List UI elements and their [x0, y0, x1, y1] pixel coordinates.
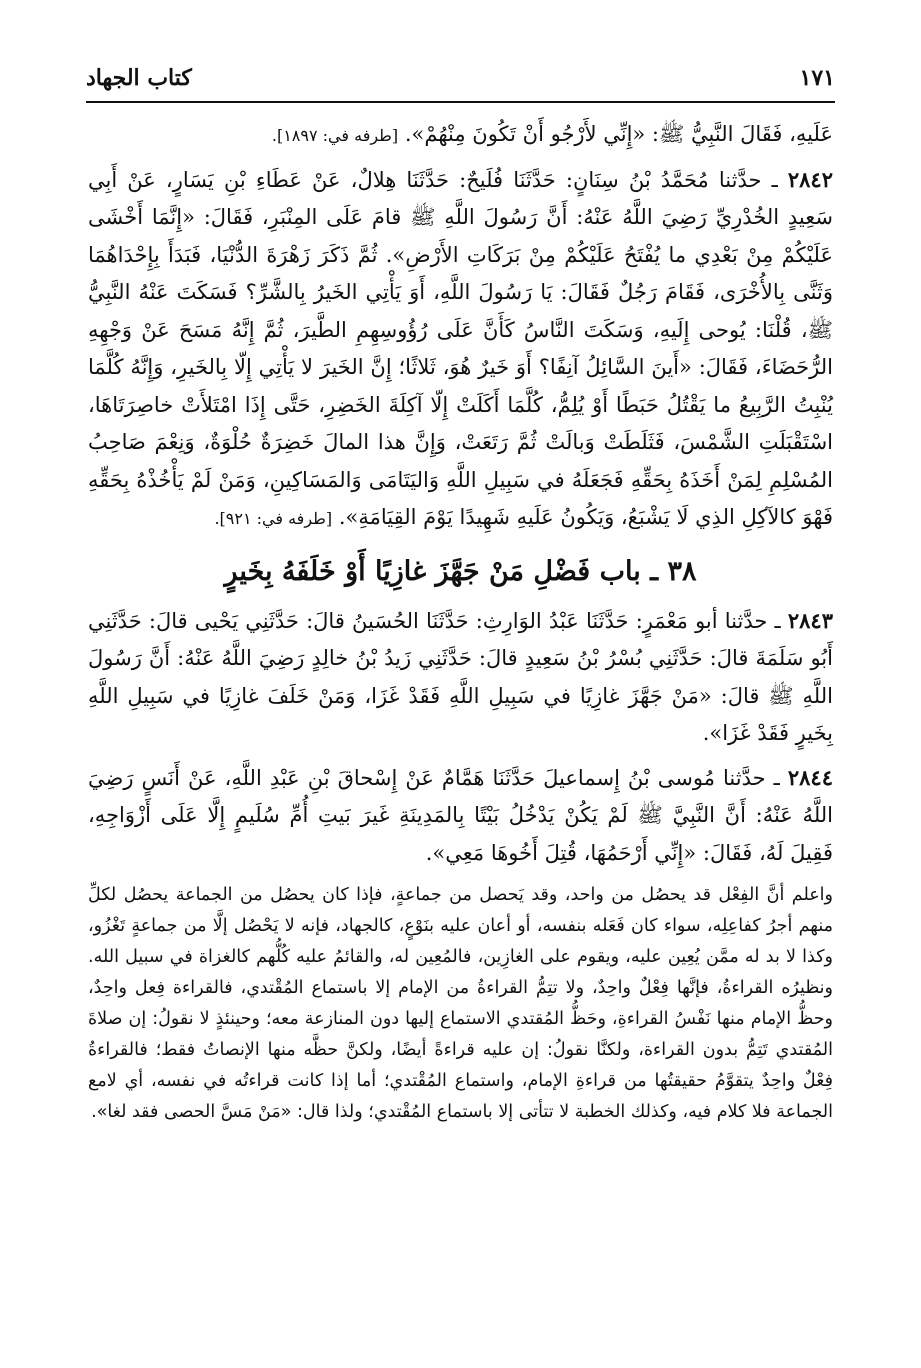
hadith-number: ٢٨٤٤ [787, 764, 833, 790]
book-title: كتاب الجهاد [86, 65, 192, 91]
hadith-number: ٢٨٤٣ [787, 607, 833, 633]
cross-reference: [طرفه في: ١٨٩٧]. [271, 126, 399, 145]
hadith-text: ـ حدَّثنا أبو مَعْمَرٍ: حَدَّثَنَا عَبْدُ الوَارِثِ: حَدَّثَنَا الحُسَينُ قالَ: حَدَّثَنِي يَحْيى قالَ: حَدَّثَنِي أَبُو سَلَمَةَ قالَ: حَدَّثَنِي بُسْرُ بْنُ سَعِيدٍ قالَ: حَدَّثَنِي زَيدُ بْنُ خالِدٍ رَضِيَ اللَّهُ عَنْهُ: أَنَّ رَسُولَ اللَّهِ ﷺ قالَ: «مَنْ جَهَّزَ غازِيًا في سَبِيلِ اللَّهِ فَقَدْ غَزَا، وَمَنْ خَلَفَ غازِيًا في سَبِيلِ اللَّهِ بِخَيرٍ فَقَدْ غَزَا». [88, 608, 833, 745]
commentary-paragraph: واعلم أنَّ الفِعْل قد يحصُل من واحد، وقد يَحصل من جماعةٍ، فإذا كان يحصُل من الجماعة يحصُل لكلِّ منهم أجرُ كفاعِلِه، سواء كان فَعَله بنفسه، أو أعان عليه بنَوْعٍ، كالجهاد، فإنه لا يَحْصُل إلَّا من جماعةٍ تَغْزُو، وكذا لا بد له ممَّن يُعِين عليه، ويقوم على الغازِين، فالمُعِين له، والقائمُ عليه كُلُّهم كالغزاة في سبيل الله. ونظيرُه القراءةُ، فإنَّها فِعْلٌ واحِدٌ، ولا تتِمُّ القراءةُ من الإمام إلا باستماع المُقْتدي، فالقراءة فِعل واحِدٌ، وحظُّ الإمام منها نَفْسُ القراءةِ، وحَظُّ المُقتدي الاستماع إليها دون المنازعة معه؛ وحينئذٍ لا نقولُ: إن صلاةَ المُقتدي تَتِمُّ بدون القراءة، ولكنَّا نقولُ: إن عليه قراءةً أيضًا، ولكنَّ حظَّه منها الإنصاتُ فقط؛ فالقراءةُ فِعْلٌ واحِدٌ يتقوَّمُ حقيقتُها من قراءةِ الإمام، واستماع المُقْتدي؛ أما إذا كانت قراءتُه في نفسه، أي لامع الجماعة فلا كلام فيه، وكذلك الخطبة لا تتأتى إلا باستماع المُقْتدي؛ ولذا قال: «مَنْ مَسَّ الحصى فقد لغا». [88, 885, 833, 1122]
page-body [88, 116, 833, 1146]
page-header [86, 58, 835, 98]
page-number: ١٧١ [799, 65, 835, 91]
cross-reference: [طرفه في: ٩٢١]. [214, 509, 333, 528]
hadith-text: ـ حدَّثنا مُوسى بْنُ إِسماعيلَ حَدَّثَنَا هَمَّامٌ عَنْ إِسْحاقَ بْنِ عَبْدِ اللَّهِ، عَنْ أَنَسٍ رَضِيَ اللَّهُ عَنْهُ: أَنَّ النَّبِيَّ ﷺ لَمْ يَكُنْ يَدْخُلُ بَيْتًا بِالمَدِينَةِ غَيرَ بَيتِ أُمِّ سُلَيمٍ إِلَّا عَلَى أَزْوَاجِهِ، فَقِيلَ لَهُ، فَقَالَ: «إِنِّي أَرْحَمُهَا، قُتِلَ أَخُوهَا مَعِي». [88, 765, 833, 865]
hadith-paragraph [88, 116, 833, 155]
paragraph-text: عَلَيهِ، فَقَالَ النَّبِيُّ ﷺ: «إِنِّي لأَرْجُو أَنْ تَكُونَ مِنْهُمْ». [404, 122, 833, 146]
hadith-paragraph [88, 161, 833, 538]
hadith-text: ـ حدَّثنا مُحَمَّدُ بْنُ سِنَانٍ: حَدَّثَنَا فُلَيحٌ: حَدَّثَنَا هِلالٌ، عَنْ عَطَاءِ بْنِ يَسَارٍ، عَنْ أَبِي سَعِيدٍ الخُدْرِيِّ رَضِيَ اللَّهُ عَنْهُ: أَنَّ رَسُولَ اللَّهِ ﷺ قامَ عَلَى المِنْبَرِ، فَقَالَ: «إِنَّمَا أَخْشَى عَلَيْكُمْ مِنْ بَعْدِي ما يُفْتَحُ عَلَيْكُمْ مِنْ بَرَكَاتِ الأَرْضِ». ثُمَّ ذَكَرَ زَهْرَةَ الدُّنْيَا، فَبَدَأَ بِإِحْدَاهُمَا وَثَنَّى بِالأُخْرَى، فَقَامَ رَجُلٌ فَقَالَ: يَا رَسُولَ اللَّهِ، أَوَ يَأْتِي الخَيرُ بِالشَّرِّ؟ فَسَكَتَ عَنْهُ النَّبِيُّ ﷺ، قُلْنَا: يُوحى إِلَيهِ، وَسَكَتَ النَّاسُ كَأَنَّ عَلَى رُؤُوسِهِمِ الطَّيرَ، ثُمَّ إِنَّهُ مَسَحَ عَنْ وَجْهِهِ الرُّحَضَاءَ، فَقَالَ: «أَينَ السَّائِلُ آنِفًا؟ أَوَ خَيرٌ هُوَ، ثَلاثًا؛ إِنَّ الخَيرَ لا يَأْتِي إِلّا بِالخَيرِ، وَإِنَّهُ كُلَّمَا يُنْبِتُ الرَّبِيعُ ما يَقْتُلُ حَبَطًا أَوْ يُلِمُّ، كُلَّمَا أَكَلَتْ إِلّا آكِلَةَ الخَضِرِ، حَتَّى إِذَا امْتَلأَتْ خاصِرَتَاهَا، اسْتَقْبَلَتِ الشَّمْسَ، فَثَلَطَتْ وَبالَتْ ثُمَّ رَتَعَتْ، وَإِنَّ هذا المالَ خَضِرَةٌ حُلْوَةٌ، وَنِعْمَ صَاحِبُ المُسْلِمِ لِمَنْ أَخَذَهُ بِحَقِّهِ فَجَعَلَهُ في سَبِيلِ اللَّهِ وَاليَتَامَى وَالمَسَاكِينِ، وَمَنْ لَمْ يَأْخُذْهُ بِحَقِّهِ فَهْوَ كالآكِلِ الذِي لَا يَشْبَعُ، وَيَكُونُ عَلَيهِ شَهِيدًا يَوْمَ القِيَامَةِ». [88, 167, 834, 529]
hadith-number: ٢٨٤٢ [787, 166, 833, 192]
hadith-paragraph [88, 602, 833, 753]
chapter-heading: ٣٨ ـ باب فَضْلِ مَنْ جَهَّزَ غازِيًا أَوْ خَلَفَهُ بِخَيرٍ [224, 555, 697, 587]
hadith-paragraph [88, 759, 833, 873]
header-divider [86, 101, 835, 103]
